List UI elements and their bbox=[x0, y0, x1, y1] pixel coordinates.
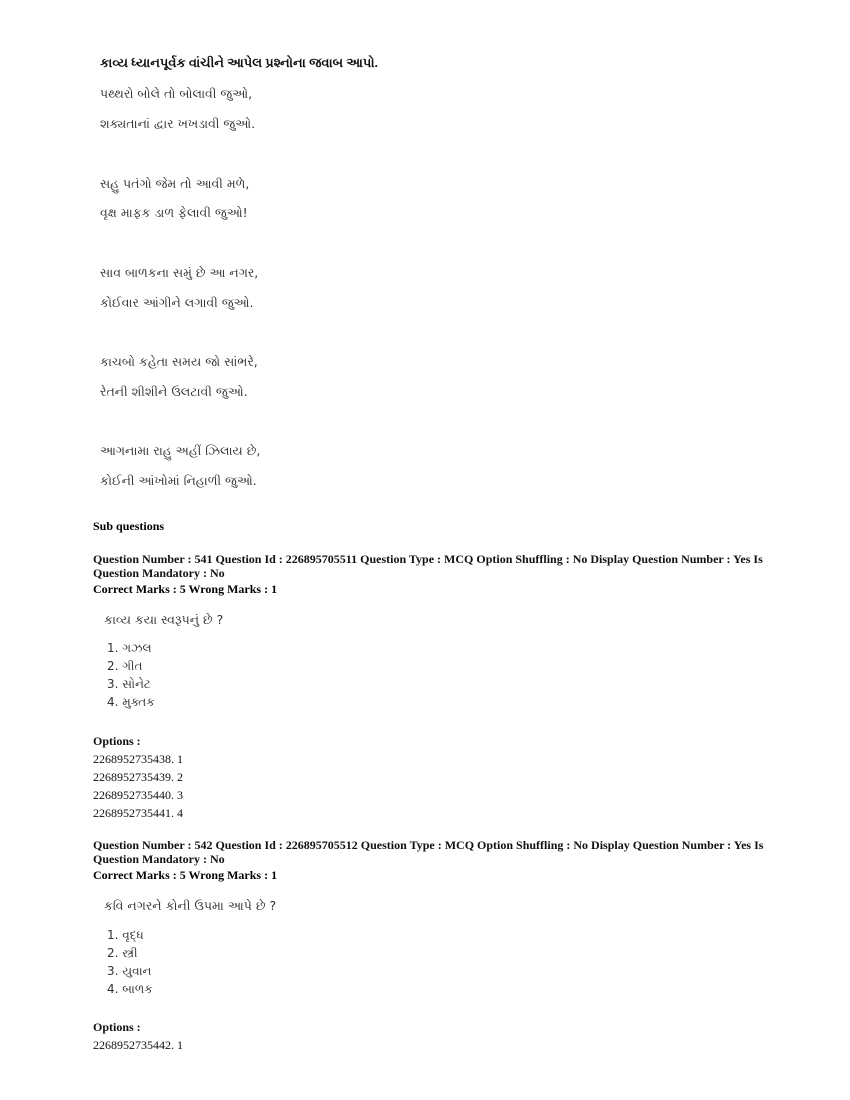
option-item: 2268952735442. 1 bbox=[93, 1038, 183, 1052]
instructions-heading: કાવ્ય ધ્યાનપૂર્વક વાંચીને આપેલ પ્રશ્નોના જવાબ આપો. bbox=[100, 55, 378, 70]
options-list bbox=[93, 1036, 183, 1054]
poem-line: આગનામા રાહુ અહીં ઝિલાય છે, bbox=[100, 443, 261, 458]
poem-line: સાવ બાળકના સમું છે આ નગર, bbox=[100, 265, 259, 280]
poem-line: શક્યતાનાં દ્વાર ખખડાવી જુઓ. bbox=[100, 116, 256, 131]
question-choices bbox=[107, 639, 155, 711]
option-item: 2268952735438. 1 bbox=[93, 752, 183, 766]
options-list bbox=[93, 750, 183, 822]
question-text: કવિ નગરને કોની ઉપમા આપે છે ? bbox=[104, 898, 277, 913]
choice-item: 3. સોનેટ bbox=[107, 677, 151, 691]
poem-line: રેતની શીશીને ઉલટાવી જુઓ. bbox=[100, 384, 248, 399]
choice-item: 3. યુવાન bbox=[107, 964, 152, 978]
poem-line: વૃક્ષ માફક ડાળ ફેલાવી જુઓ! bbox=[100, 205, 248, 220]
poem-line: કોઈની આંખોમાં નિહાળી જુઓ. bbox=[100, 473, 257, 488]
option-item: 2268952735440. 3 bbox=[93, 788, 183, 802]
question-choices bbox=[107, 926, 153, 998]
question-meta: Question Number : 542 Question Id : 226895705512 Question Type : MCQ Option Shuffling : No Display Question Number : Yes Is Question Mandatory : No bbox=[93, 838, 764, 866]
option-item: 2268952735439. 2 bbox=[93, 770, 183, 784]
choice-item: 1. ગઝલ bbox=[107, 641, 152, 655]
choice-item: 1. વૃદ્ધ bbox=[107, 928, 144, 942]
choice-item: 2. ગીત bbox=[107, 659, 143, 673]
choice-item: 2. સ્ત્રી bbox=[107, 946, 138, 960]
poem-line: કોઈવાર આંગીને લગાવી જુઓ. bbox=[100, 295, 254, 310]
poem-line: પથ્થરો બોલે તો બોલાવી જુઓ, bbox=[100, 86, 253, 101]
choice-item: 4. મુક્તક bbox=[107, 695, 155, 709]
option-item: 2268952735441. 4 bbox=[93, 806, 183, 820]
question-marks: Correct Marks : 5 Wrong Marks : 1 bbox=[93, 868, 278, 882]
poem-line: સહુ પતંગો જેમ તો આવી મળે, bbox=[100, 176, 250, 191]
choice-item: 4. બાળક bbox=[107, 982, 153, 996]
question-marks: Correct Marks : 5 Wrong Marks : 1 bbox=[93, 582, 278, 596]
options-label: Options : bbox=[93, 1020, 141, 1034]
sub-questions-label: Sub questions bbox=[93, 519, 165, 533]
question-meta: Question Number : 541 Question Id : 226895705511 Question Type : MCQ Option Shuffling : No Display Question Number : Yes Is Question Mandatory : No bbox=[93, 552, 763, 580]
options-label: Options : bbox=[93, 734, 141, 748]
poem-line: કાચબો કહેતા સમય જો સાંભરે, bbox=[100, 354, 258, 369]
question-text: કાવ્ય કયા સ્વરૂપનું છે ? bbox=[104, 612, 224, 627]
